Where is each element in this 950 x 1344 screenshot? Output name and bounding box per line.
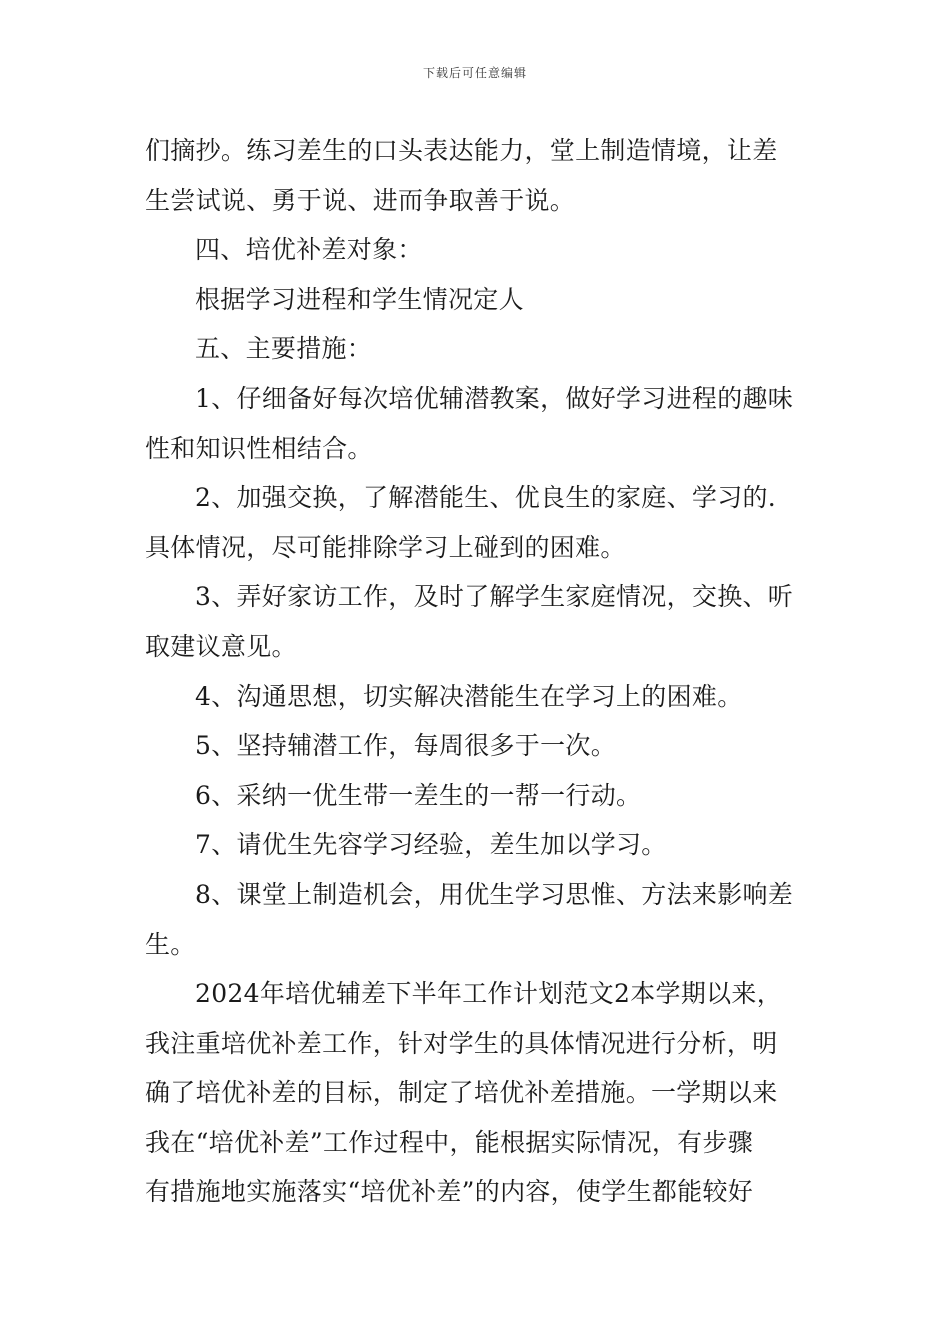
text-line: 6、采纳一优生带一差生的一帮一行动。 <box>195 780 642 810</box>
text-line: 四、培优补差对象： <box>195 235 423 265</box>
text-line: 生。 <box>145 929 196 959</box>
document-body <box>145 126 807 1217</box>
text-line: 我在“培优补差”工作过程中，能根据实际情况，有步骤 <box>145 1127 754 1157</box>
text-line: 生尝试说、勇于说、进而争取善于说。 <box>145 185 576 215</box>
text-line: 2024年培优辅差下半年工作计划范文2本学期以来， <box>195 979 783 1009</box>
text-line: 3、弄好家访工作，及时了解学生家庭情况，交换、听 <box>195 582 794 612</box>
text-line: 8、课堂上制造机会，用优生学习思惟、方法来影响差 <box>195 879 794 909</box>
text-line: 五、主要措施： <box>195 334 373 364</box>
text-line: 5、坚持辅潜工作，每周很多于一次。 <box>195 731 617 761</box>
text-line: 有措施地实施落实“培优补差”的内容，使学生都能较好 <box>145 1177 754 1207</box>
text-line: 性和知识性相结合。 <box>145 433 373 463</box>
text-line: 确了培优补差的目标，制定了培优补差措施。一学期以来 <box>145 1078 778 1108</box>
text-line: 1、仔细备好每次培优辅潜教案，做好学习进程的趣味 <box>195 383 794 413</box>
text-line: 7、请优生先容学习经验，差生加以学习。 <box>195 830 667 860</box>
text-line: 取建议意见。 <box>145 631 297 661</box>
page-header: 下载后可任意编辑 <box>422 66 527 80</box>
text-line: 2、加强交换，了解潜能生、优良生的家庭、学习的. <box>195 483 777 513</box>
text-line: 具体情况，尽可能排除学习上碰到的困难。 <box>145 532 626 562</box>
text-line: 4、沟通思想，切实解决潜能生在学习上的困难。 <box>195 681 743 711</box>
text-line: 我注重培优补差工作，针对学生的具体情况进行分析，明 <box>145 1028 778 1058</box>
text-line: 根据学习进程和学生情况定人 <box>195 284 524 314</box>
text-line: 们摘抄。练习差生的口头表达能力，堂上制造情境，让差 <box>145 136 778 165</box>
